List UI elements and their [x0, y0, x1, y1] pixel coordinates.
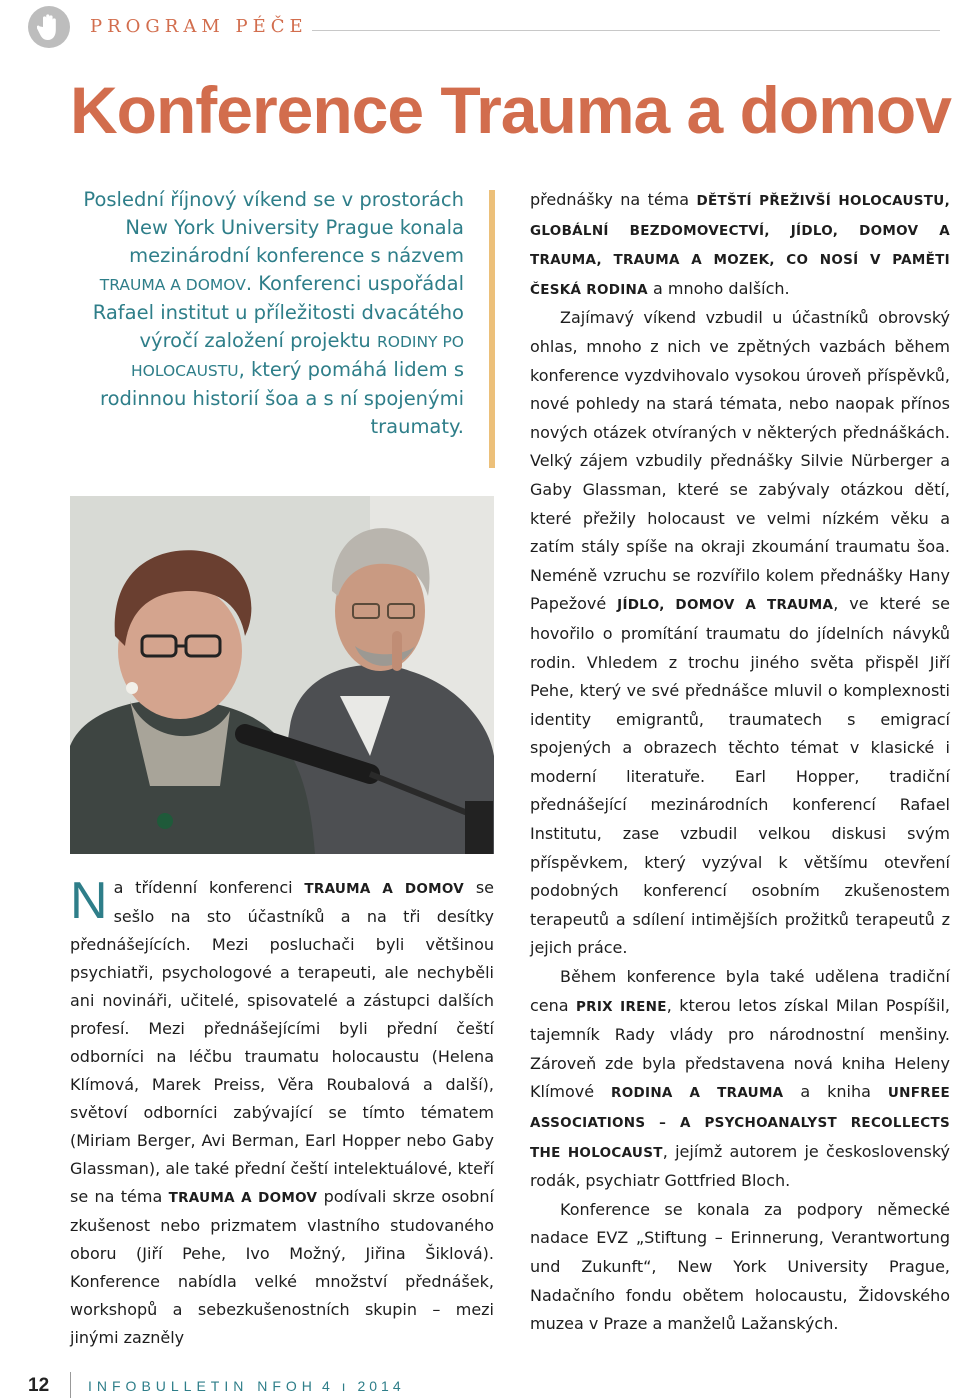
- section-label: PROGRAM PÉČE: [90, 16, 308, 37]
- right-p3-text-3: a kniha: [783, 1082, 888, 1102]
- lead-accent-bar: [489, 190, 495, 468]
- page-number: 12: [28, 1375, 50, 1396]
- right-p1-text-2: a mnoho dalších.: [647, 278, 790, 298]
- right-paragraph-3: [530, 963, 950, 1196]
- left-highlight-1: TRAUMA A DOMOV: [304, 881, 465, 897]
- right-p1-text-1: přednášky na téma: [530, 190, 697, 209]
- footer-divider: [70, 1372, 71, 1398]
- lead-text-3: , který pomáhá lidem s rodinnou historií šoa a s ní spojenými traumaty.: [100, 358, 464, 438]
- right-paragraph-2: [530, 304, 950, 963]
- right-p3-highlight-1: PRIX IRENE: [575, 998, 667, 1015]
- left-highlight-2: TRAUMA A DOMOV: [168, 1190, 318, 1206]
- right-p3-highlight-3: UNFREE ASSOCIATIONS – A PSYCHOANALYST RECOLLECTS THE HOLOCAUST: [530, 1085, 951, 1161]
- header-divider: [312, 30, 940, 31]
- body-column-right: [530, 186, 950, 1339]
- drop-cap: N: [70, 872, 108, 930]
- article-photo: [70, 496, 494, 854]
- right-p2-text-2: , ve které se hovořilo o promítání traumatu do jídelních návyků rodin. Vhledem z trochu jiného světa přispěl Jiří Pehe, který ve své přednášce mluvil o komplexnosti identity emigrantů, traumatech s emigrací spojených a obrazech těchto témat v klasické i moderní literatuře. Earl Hopper, tradiční přednášející mezinárodních konferencí Rafael Institutu, zase vzbudil velkou diskusi svým příspěvkem, který vyzýval k většímu otevření podobných konferencí osobním zkušenostem terapeutů a sdílení intimějších prožitků terapeutů z jejich práce.: [530, 594, 950, 958]
- publication-name: INFOBULLETIN NFOH: [88, 1378, 317, 1394]
- hand-icon: [28, 6, 70, 48]
- right-paragraph-1: [530, 186, 950, 304]
- right-p3-text-4: , jejímž autorem je československý rodák, psychiatr Gottfried Bloch.: [530, 1141, 951, 1191]
- right-p1-highlight: DĚTŠTÍ PŘEŽIVŠÍ HOLOCAUSTU, GLOBÁLNÍ BEZDOMOVECTVÍ, JÍDLO, DOMOV A TRAUMA, TRAUMA A MOZEK, CO NOSÍ V PAMĚTI ČESKÁ RODINA: [530, 193, 950, 298]
- lead-smallcaps-1: TRAUMA A DOMOV: [99, 276, 246, 294]
- left-text-2: se sešlo na sto účastníků a na tři desítky přednášejících. Mezi posluchači byli většinou psychiatři, psychologové a terapeuti, ale nechyběli ani novináři, učitelé, spisovatelé a zástupci dalších profesí. Mezi přednášejícími byli přední čeští odborníci na léčbu traumatu holocaustu (Helena Klímová, Marek Preiss, Věra Roubalová a další), světoví odborníci zabývající se tímto tématem (Miriam Berger, Avi Berman, Earl Hopper nebo Gaby Glassman), ale také přední čeští intelektuálové, kteří se na téma: [70, 878, 494, 1206]
- issue-number: 4 ı 2014: [322, 1378, 405, 1394]
- right-p2-highlight: JÍDLO, DOMOV A TRAUMA: [617, 597, 834, 614]
- lead-text-2: . Konferenci uspořádal Rafael institut u příležitosti dvacátého výročí založení projektu: [92, 272, 464, 352]
- hand-icon-shape: [37, 13, 61, 41]
- left-text-3: podívali skrze osobní zkušenost nebo prizmatem vlastního studovaného oboru (Jiří Pehe, Ivo Možný, Jiřina Šiklová). Konference nabídla velké množství přednášek, workshopů a sebezkušenostních skupin – mezi jinými zazněly: [70, 1187, 495, 1347]
- lead-text-1: Poslední říjnový víkend se v prostorách New York University Prague konala mezinárodní konference s názvem: [83, 188, 464, 267]
- body-column-left: [70, 874, 494, 1352]
- right-p3-highlight-2: RODINA A TRAUMA: [611, 1085, 784, 1102]
- lead-paragraph: [70, 186, 464, 441]
- right-paragraph-4: [530, 1196, 950, 1339]
- right-p3-text-1: Během konference byla také udělena tradiční cena: [530, 967, 950, 1015]
- left-text-1: a třídenní konferenci: [113, 878, 305, 897]
- right-p3-text-2: , kterou letos získal Milan Pospíšil, tajemník Rady vlády pro národnostní menšiny. Zároveň zde byla představena nová kniha Heleny Klímové: [530, 995, 950, 1102]
- article-title: Konference Trauma a domov: [70, 73, 951, 147]
- photo-illustration: [70, 496, 494, 854]
- right-p4-text-1: Konference se konala za podpory německé nadace EVZ „Stiftung – Erinnerung, Verantwortung und Zukunft“, New York University Prague, Nadačního fondu obětem holocaustu, Židovského muzea v Praze a manželů Lažanských.: [530, 1199, 950, 1334]
- right-p2-text-1: Zajímavý víkend vzbudil u účastníků obrovský ohlas, mnoho z nich ve zpětných vazbách během konference vyzdvihovalo vysokou úroveň příspěvků, nové pohledy na stará témata, nebo naopak přínos nových otázek otvíraných v některých přednáškách. Velký zájem vzbudily přednášky Silvie Nürberger a Gaby Glassman, které se zabývaly otázkou dětí, které přežily holocaust ve velmi nízkém věku a zatím stály spíše na okraji zkoumání traumatu šoa. Neméně vzruchu se rozvířilo kolem přednášky Hany Papežové: [530, 308, 950, 614]
- lead-smallcaps-2: RODINY PO HOLOCAUSTU: [131, 333, 464, 380]
